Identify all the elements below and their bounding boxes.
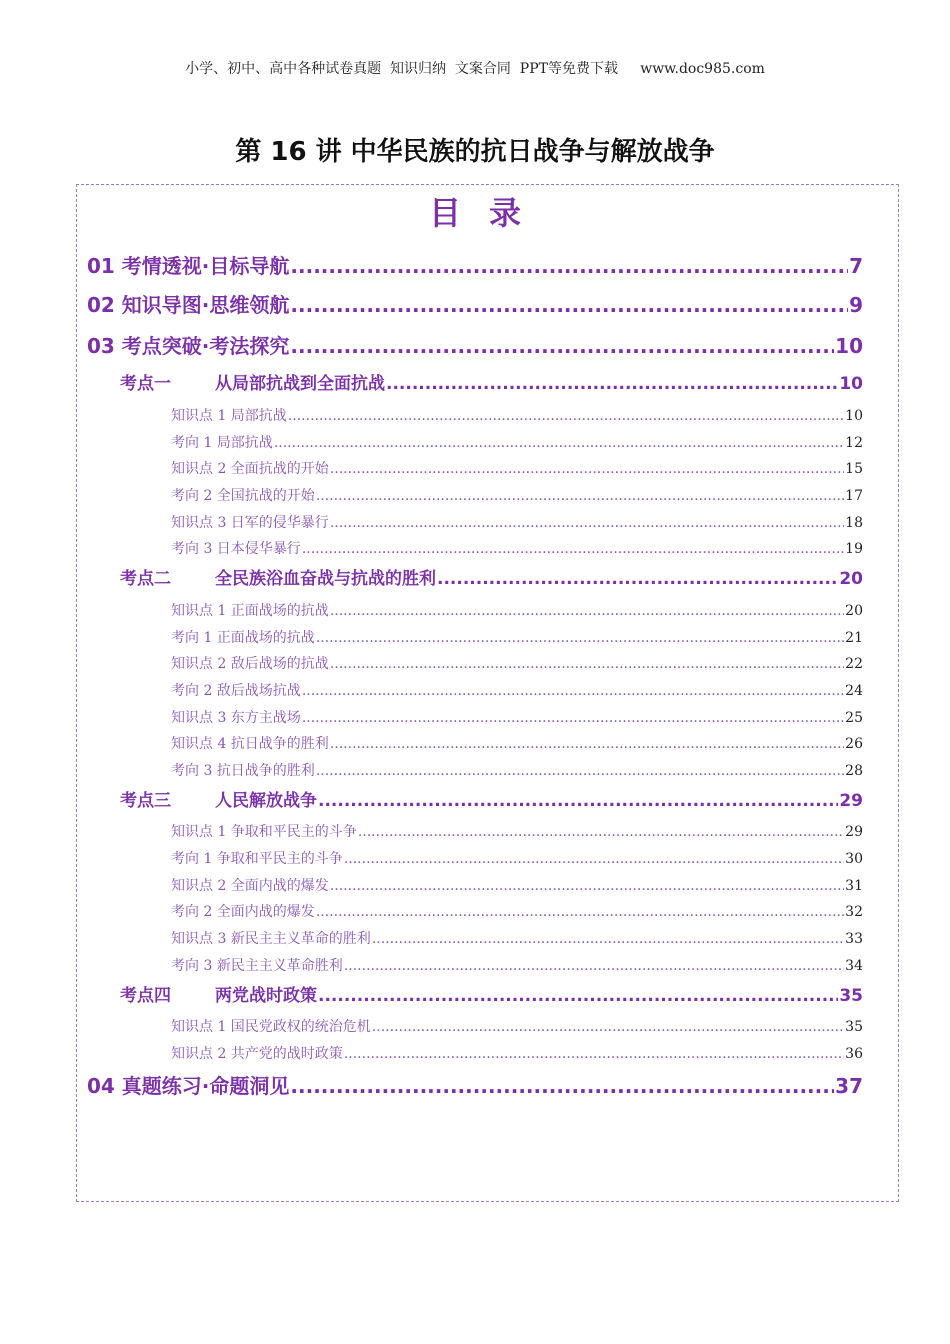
toc-item[interactable]: [171, 485, 863, 505]
dot-leader: [302, 710, 844, 726]
toc-item[interactable]: [171, 627, 863, 647]
dot-leader: [372, 931, 844, 947]
toc-kaodian-3[interactable]: [120, 786, 863, 811]
toc-item-label: 考向 3 新民主主义革命胜利: [171, 958, 343, 974]
toc-item-page: 33: [845, 931, 863, 947]
toc-item-page: 34: [845, 958, 863, 974]
dot-leader: [290, 254, 848, 278]
dot-leader: [330, 656, 844, 672]
dot-leader: [302, 683, 844, 699]
toc-item-page: 24: [845, 683, 863, 699]
dot-leader: [316, 763, 844, 779]
kaodian-number: 考点三: [120, 791, 171, 811]
toc-item-page: 25: [845, 710, 863, 726]
dot-leader: [274, 435, 844, 451]
toc-item-page: 28: [845, 763, 863, 779]
dot-leader: [344, 851, 844, 867]
dot-leader: [386, 374, 838, 394]
toc-item-label: 考向 3 日本侵华暴行: [171, 541, 301, 557]
toc-item[interactable]: [171, 405, 863, 425]
toc-item-label: 知识点 3 东方主战场: [171, 710, 301, 726]
toc-section-04[interactable]: [87, 1070, 863, 1099]
toc-item-label: 知识点 1 国民党政权的统治危机: [171, 1019, 371, 1035]
dot-leader: [330, 515, 844, 531]
toc-item-page: 18: [845, 515, 863, 531]
toc-item-page: 36: [845, 1046, 863, 1062]
toc-entry-page: 35: [839, 986, 863, 1006]
kaodian-title: 从局部抗战到全面抗战: [215, 374, 385, 394]
kaodian-number: 考点四: [120, 986, 171, 1006]
toc-kaodian-4[interactable]: [120, 981, 863, 1006]
toc-item-label: 知识点 1 局部抗战: [171, 408, 287, 424]
toc-item[interactable]: [171, 928, 863, 948]
toc-item-label: 知识点 2 敌后战场的抗战: [171, 656, 329, 672]
toc-item[interactable]: [171, 680, 863, 700]
dot-leader: [358, 824, 844, 840]
toc-item[interactable]: [171, 955, 863, 975]
toc-item[interactable]: [171, 821, 863, 841]
kaodian-title: 人民解放战争: [215, 791, 317, 811]
toc-item-page: 26: [845, 736, 863, 752]
dot-leader: [318, 986, 838, 1006]
toc-item-label: 知识点 2 全面内战的爆发: [171, 878, 329, 894]
toc-item-label: 考向 1 正面战场的抗战: [171, 630, 315, 646]
dot-leader: [302, 541, 844, 557]
toc-section-01[interactable]: [87, 250, 863, 279]
dot-leader: [372, 1019, 844, 1035]
toc-item[interactable]: [171, 760, 863, 780]
kaodian-number: 考点二: [120, 569, 171, 589]
toc-item-page: 19: [845, 541, 863, 557]
toc-item[interactable]: [171, 432, 863, 452]
toc-item-label: 知识点 3 日军的侵华暴行: [171, 515, 329, 531]
toc-item-label: 考向 3 抗日战争的胜利: [171, 763, 315, 779]
dot-leader: [316, 488, 844, 504]
dot-leader: [290, 293, 848, 317]
toc-item-page: 22: [845, 656, 863, 672]
toc-item-label: 考向 2 敌后战场抗战: [171, 683, 301, 699]
toc-section-03[interactable]: [87, 330, 863, 359]
toc-item-label: 知识点 1 争取和平民主的斗争: [171, 824, 357, 840]
dot-leader: [318, 791, 838, 811]
dot-leader: [290, 1074, 834, 1098]
toc-section-02[interactable]: [87, 289, 863, 318]
toc-item-page: 10: [845, 408, 863, 424]
toc-item[interactable]: [171, 848, 863, 868]
dot-leader: [330, 878, 844, 894]
toc-item-label: 考向 2 全面内战的爆发: [171, 904, 315, 920]
dot-leader: [330, 736, 844, 752]
toc-item[interactable]: [171, 538, 863, 558]
toc-entry-page: 37: [835, 1074, 863, 1098]
toc-item[interactable]: [171, 512, 863, 532]
toc-entry-page: 10: [839, 374, 863, 394]
toc-item-label: 考向 1 争取和平民主的斗争: [171, 851, 343, 867]
toc-item-label: 知识点 1 正面战场的抗战: [171, 603, 329, 619]
dot-leader: [290, 334, 834, 358]
toc-entry-page: 7: [849, 254, 863, 278]
toc-item[interactable]: [171, 1043, 863, 1063]
toc-item-page: 17: [845, 488, 863, 504]
toc-item[interactable]: [171, 458, 863, 478]
toc-item-page: 21: [845, 630, 863, 646]
toc-item[interactable]: [171, 875, 863, 895]
toc-item-page: 30: [845, 851, 863, 867]
dot-leader: [316, 630, 844, 646]
toc-entry-label: 03 考点突破·考法探究: [87, 334, 290, 358]
toc-entry-page: 10: [835, 334, 863, 358]
dot-leader: [316, 904, 844, 920]
toc-entry-page: 29: [839, 791, 863, 811]
toc-item-page: 31: [845, 878, 863, 894]
toc-item-page: 29: [845, 824, 863, 840]
kaodian-title: 全民族浴血奋战与抗战的胜利: [215, 569, 436, 589]
dot-leader: [344, 958, 844, 974]
toc-heading: 目录: [428, 194, 549, 232]
toc-item-page: 15: [845, 461, 863, 477]
toc-item[interactable]: [171, 653, 863, 673]
toc-item-label: 考向 2 全国抗战的开始: [171, 488, 315, 504]
dot-leader: [330, 603, 844, 619]
toc-item-label: 知识点 3 新民主主义革命的胜利: [171, 931, 371, 947]
toc-kaodian-1[interactable]: [120, 369, 863, 394]
kaodian-title: 两党战时政策: [215, 986, 317, 1006]
toc-item-page: 20: [845, 603, 863, 619]
toc-entry-label: 04 真题练习·命题洞见: [87, 1074, 290, 1098]
toc-entry-label: 01 考情透视·目标导航: [87, 254, 290, 278]
toc-item[interactable]: [171, 707, 863, 727]
toc-entry-page: 9: [849, 293, 863, 317]
toc-kaodian-2[interactable]: [120, 564, 863, 589]
kaodian-number: 考点一: [120, 374, 171, 394]
toc-item[interactable]: [171, 600, 863, 620]
toc-item-label: 考向 1 局部抗战: [171, 435, 273, 451]
toc-item-page: 12: [845, 435, 863, 451]
toc-item-page: 35: [845, 1019, 863, 1035]
toc-item[interactable]: [171, 733, 863, 753]
dot-leader: [344, 1046, 844, 1062]
toc-item-page: 32: [845, 904, 863, 920]
dot-leader: [330, 461, 844, 477]
toc-entry-label: 02 知识导图·思维领航: [87, 293, 290, 317]
toc-item[interactable]: [171, 901, 863, 921]
dot-leader: [437, 569, 838, 589]
toc-item-label: 知识点 2 全面抗战的开始: [171, 461, 329, 477]
toc-item-label: 知识点 2 共产党的战时政策: [171, 1046, 343, 1062]
toc-entry-page: 20: [839, 569, 863, 589]
toc-item-label: 知识点 4 抗日战争的胜利: [171, 736, 329, 752]
document-title: 第 16 讲 中华民族的抗日战争与解放战争: [235, 137, 715, 167]
toc-item[interactable]: [171, 1016, 863, 1036]
site-header: 小学、初中、高中各种试卷真题 知识归纳 文案合同 PPT等免费下载 www.doc985.com: [185, 61, 765, 77]
dot-leader: [288, 408, 844, 424]
